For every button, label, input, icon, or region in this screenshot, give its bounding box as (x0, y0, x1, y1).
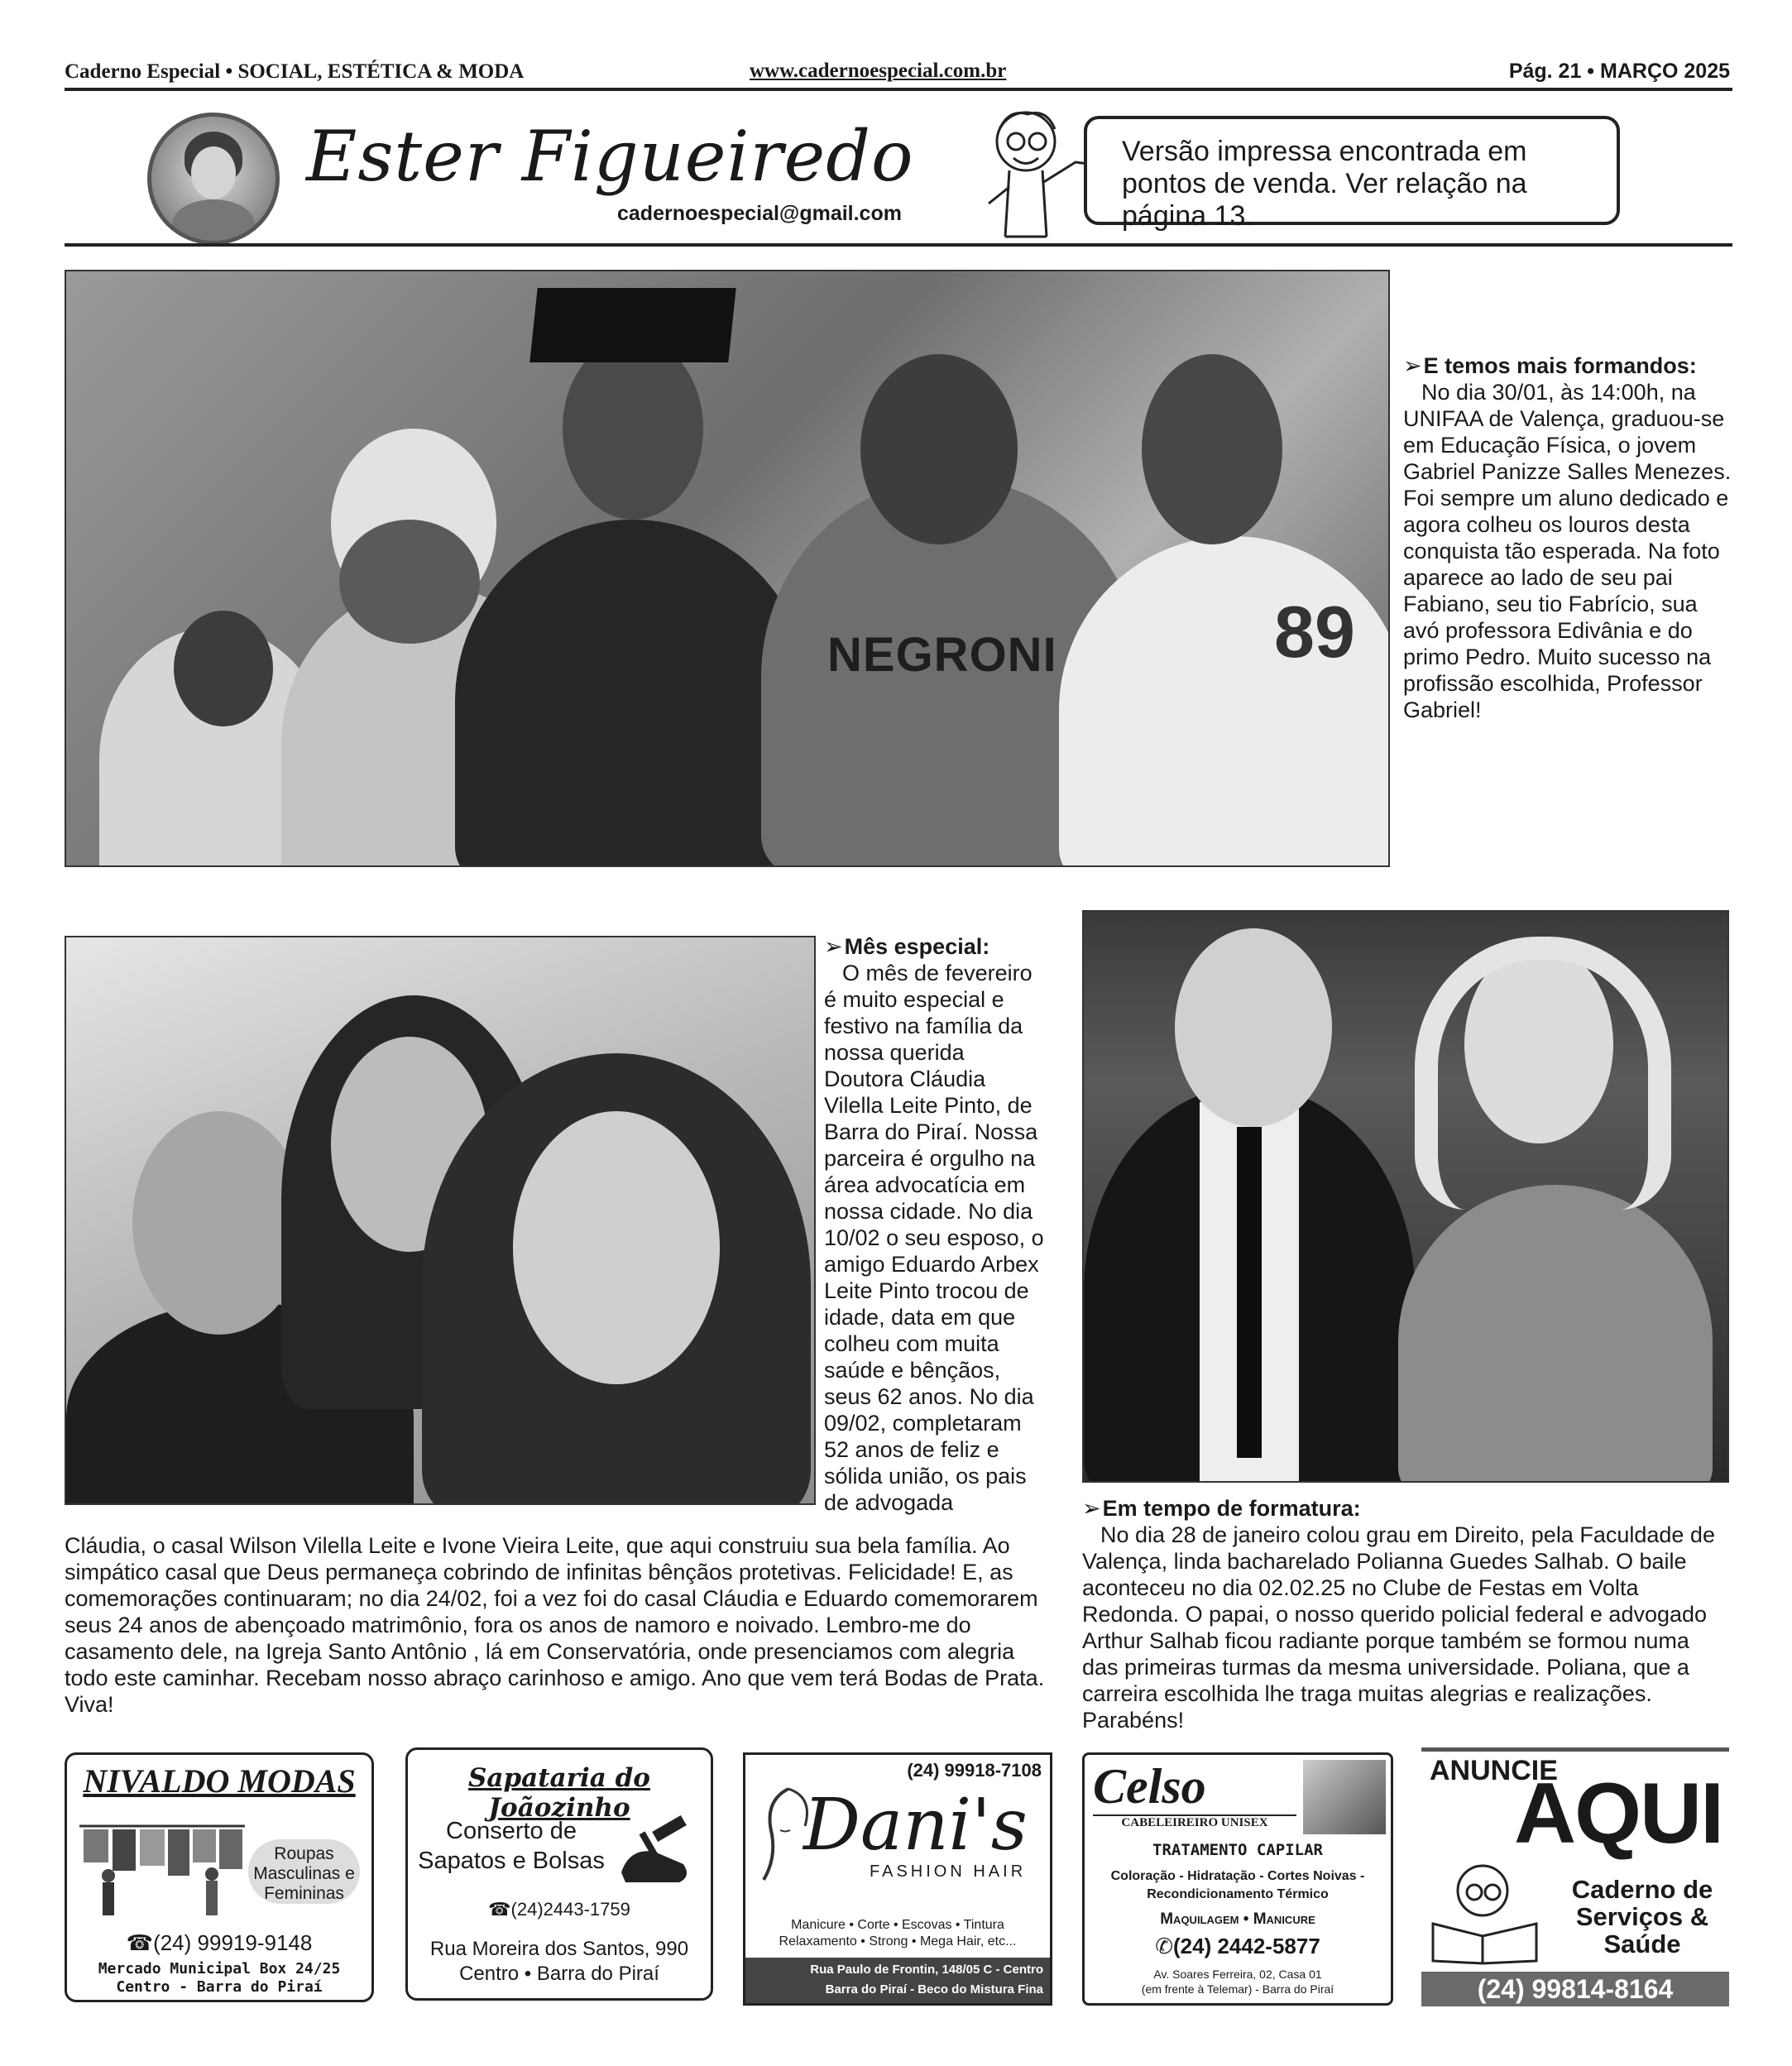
graduation-photo (65, 270, 1390, 867)
author-name: Ester Figueiredo (306, 116, 914, 197)
article-body: No dia 30/01, às 14:00h, na UNIFAA de Valença, graduou-se em Educação Física, o jovem Gabriel Panizze Salles Menezes. Foi sempre um aluno dedicado e agora colheu os louros desta conquista tão esperada. Na foto aparece ao lado de seu pai Fabiano, seu tio Fabrício, sua avó professora Edivânia e do primo Pedro. Muito sucesso na profissão escolhida, Professor Gabriel! (1403, 380, 1732, 722)
reading-mascot-icon (1425, 1857, 1549, 1965)
ad-phone[interactable]: (24) 99918-7108 (907, 1760, 1042, 1781)
clothes-rack-icon (75, 1818, 249, 1917)
hair-model-image (1303, 1760, 1386, 1834)
section-label: Caderno Especial • SOCIAL, ESTÉTICA & MODA (65, 60, 525, 83)
header-rule (65, 88, 1732, 91)
ad-business-name: Dani's (803, 1784, 1028, 1867)
article-body: No dia 28 de janeiro colou grau em Direito, pela Faculdade de Valença, linda bacharelado Polianna Guedes Salhab. O baile aconteceu no dia 02.02.25 no Clube de Festas em Volta Redonda. O papai, o nosso querido policial federal e advogado Arthur Salhab ficou radiante porque também se formou numa das primeiras turmas da mesma universidade. Poliana, que a carreira escolhida lhe traga muitas alegrias e realizações. Parabéns! (1082, 1522, 1715, 1733)
phone-icon: ☎ (488, 1899, 511, 1920)
ad-nivaldo-modas[interactable] (65, 1752, 374, 2002)
mascot-icon (976, 104, 1100, 245)
ad-line3: Caderno de Serviços & Saúde (1571, 1875, 1713, 1958)
ad-line1: ANUNCIE (1430, 1755, 1558, 1786)
website-link[interactable]: www.cadernoespecial.com.br (750, 60, 1007, 82)
phone-icon: ☎ (126, 1930, 154, 1955)
article-formandos (1403, 352, 1734, 723)
shirt-print-text: NEGRONI (827, 628, 1057, 682)
ad-extra: Maquilagem • Manicure (1160, 1910, 1315, 1928)
phone-icon: ✆ (1155, 1934, 1173, 1958)
page-number: Pág. 21 • MARÇO 2025 (1508, 60, 1730, 83)
author-email[interactable]: cadernoespecial@gmail.com (617, 202, 902, 225)
ad-address: Rua Moreira dos Santos, 990 Centro • Barra do Piraí (429, 1938, 689, 1985)
masthead-rule (65, 243, 1732, 247)
ad-headline: TRATAMENTO CAPILAR (1152, 1841, 1323, 1859)
ad-address: Mercado Municipal Box 24/25 Centro - Barra do Piraí (98, 1960, 341, 1996)
article-mes-especial (824, 933, 1047, 1516)
ad-sapataria[interactable] (405, 1747, 713, 2001)
article-body-column: O mês de fevereiro é muito especial e festivo na família da nossa querida Doutora Cláudia Vilella Leite Pinto, de Barra do Piraí. Nossa parceira é orgulho na área advocatícia em nossa cidade. No dia 10/02 o seu esposo, o amigo Eduardo Arbex Leite Pinto trocou de idade, data em que colheu com muita saúde e bênçãos, seus 62 anos. No dia 09/02, completaram 52 anos de feliz e sólida união, os pais de advogada (824, 961, 1044, 1515)
family-selfie-photo (65, 936, 816, 1505)
print-notice-box (1084, 116, 1620, 232)
ad-line2: AQUI (1514, 1766, 1723, 1862)
ad-services: Manicure • Corte • Escovas • Tintura Relaxamento • Strong • Mega Hair, etc... (779, 1918, 1017, 1949)
ad-business-name: Sapataria do Joãozinho (468, 1763, 650, 1823)
formatura-photo (1082, 910, 1729, 1483)
ad-celso[interactable] (1082, 1752, 1393, 2006)
print-notice-text: Versão impressa encontrada em pontos de venda. Ver relação na página 13. (1122, 136, 1527, 232)
article-title: ➢ Mês especial: (824, 933, 1047, 960)
shoe-hammer-icon (613, 1814, 696, 1889)
ad-danis[interactable] (743, 1752, 1052, 2006)
ad-phone[interactable]: ✆(24) 2442-5877 (1155, 1934, 1320, 1958)
ad-tagline: Roupas Masculinas e Femininas (248, 1839, 360, 1904)
author-avatar (147, 113, 280, 245)
ad-anuncie-aqui[interactable] (1421, 1747, 1729, 2006)
ad-address: Av. Soares Ferreira, 02, Casa 01 (em frente à Telemar) - Barra do Piraí (1141, 1968, 1334, 1996)
ad-address: Rua Paulo de Frontin, 148/05 C - Centro Barra do Piraí - Beco do Mistura Fina (745, 1958, 1050, 2003)
article-formatura (1082, 1495, 1727, 1733)
ad-phone[interactable]: ☎(24)2443-1759 (488, 1899, 630, 1920)
shirt-number: 89 (1274, 591, 1355, 673)
ad-business-name: NIVALDO MODAS (83, 1762, 356, 1800)
ad-service: Conserto de Sapatos e Bolsas (418, 1818, 605, 1874)
article-body-continued: Cláudia, o casal Wilson Vilella Leite e Ivone Vieira Leite, que aqui construiu sua bela família. Ao simpático casal que Deus permaneça cobrindo de infinitas bênçãos protetivas. Felicidade! E, as comemorações continuaram; no dia 24/02, foi a vez foi do casal Cláudia e Eduardo comemorarem seus 24 anos de abençoado matrimônio, fora os anos de namoro e noivado. Lembro-me do casamento dele, na Igreja Santo Antônio , lá em Conservatória, onde presenciamos com alegria todo este caminhar. Recebam nosso abraço carinhoso e amigo. Ano que vem terá Bodas de Prata. Viva! (65, 1533, 1045, 1717)
ad-subtitle: CABELEIREIRO UNISEX (1093, 1814, 1296, 1830)
ad-subtitle: FASHION HAIR (870, 1862, 1027, 1881)
ad-business-name: Celso (1093, 1759, 1206, 1814)
article-title: ➢ Em tempo de formatura: (1082, 1495, 1727, 1522)
article-title: ➢ E temos mais formandos: (1403, 352, 1734, 379)
ad-phone[interactable]: (24) 99814-8164 (1421, 1972, 1729, 2006)
ad-phone[interactable]: ☎(24) 99919-9148 (126, 1930, 313, 1955)
ad-services: Coloração - Hidratação - Cortes Noivas - Recondicionamento Térmico (1110, 1869, 1365, 1901)
